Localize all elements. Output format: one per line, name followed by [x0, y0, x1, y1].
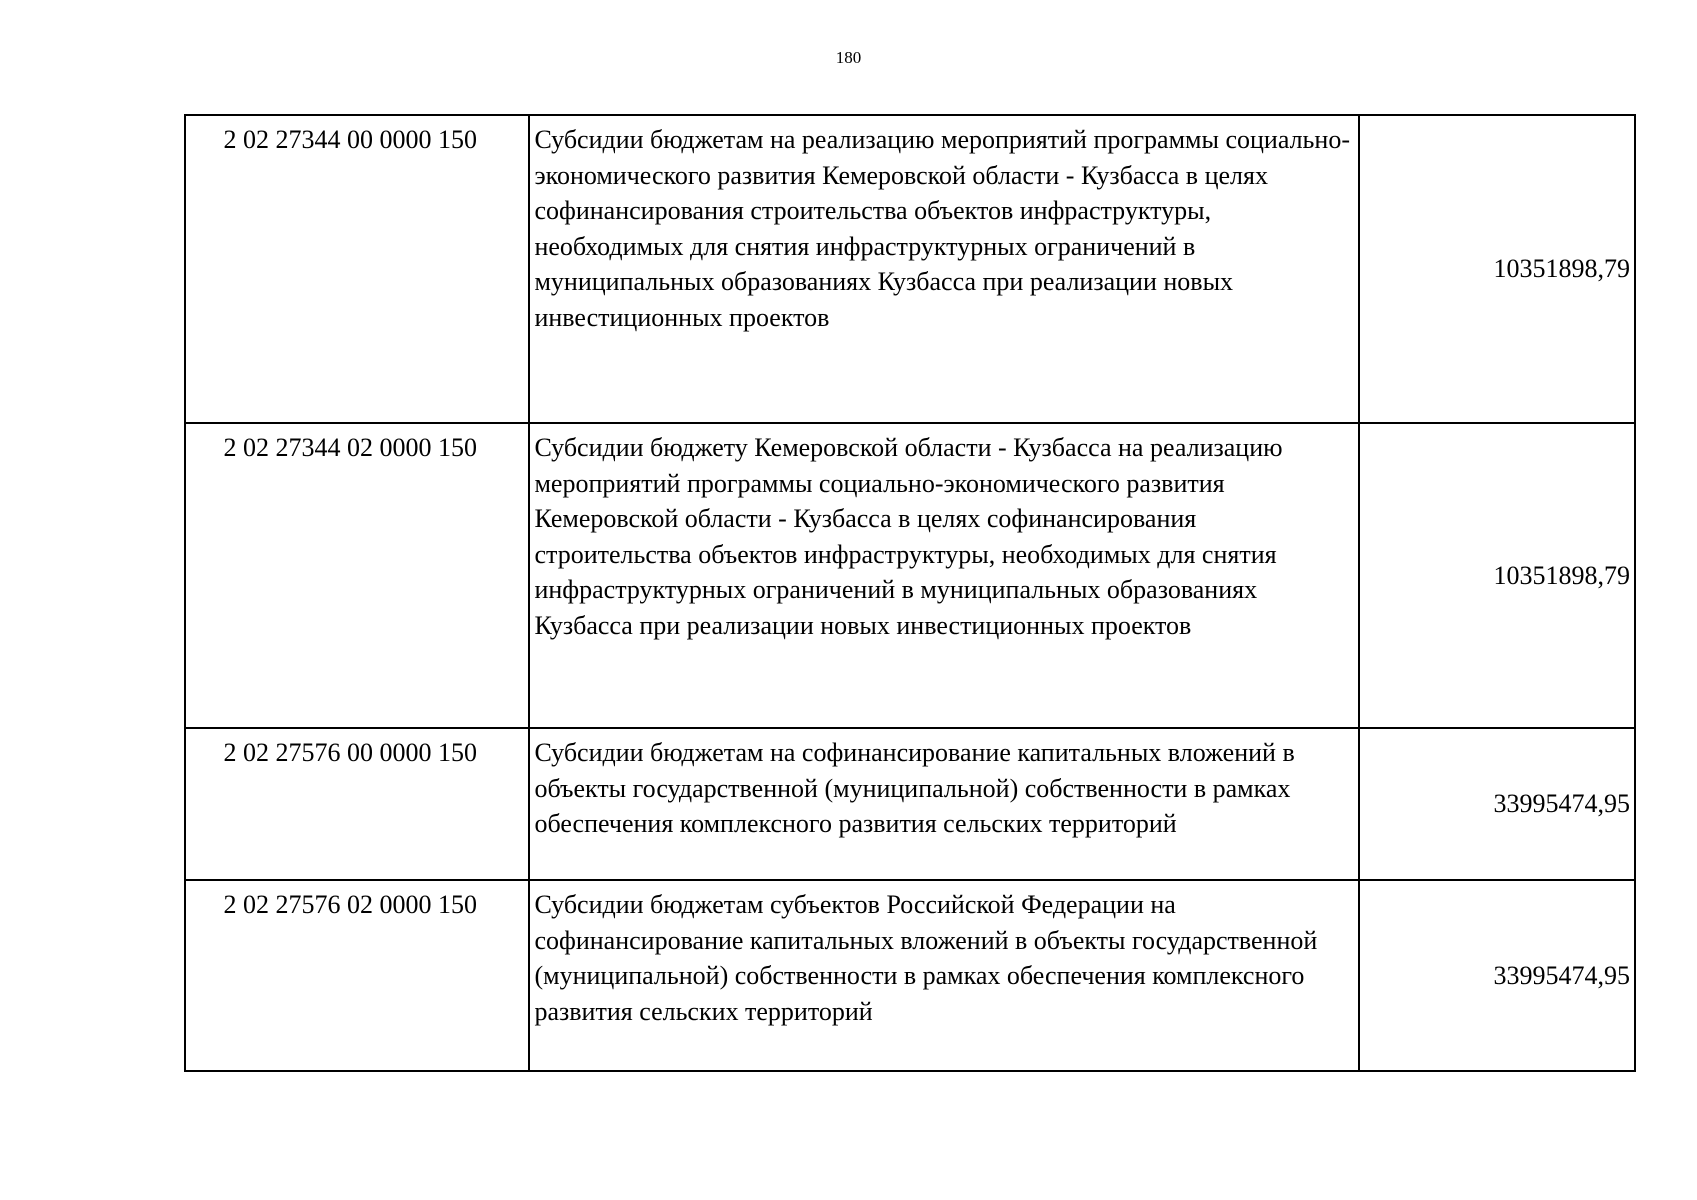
- revenue-description: Субсидии бюджетам на софинансирование капитальных вложений в объекты государственной (муниципальной) собственности в рамках обеспечения комплексного развития сельских территорий: [529, 728, 1358, 880]
- amount-value: 33995474,95: [1359, 728, 1635, 880]
- revenue-description: Субсидии бюджету Кемеровской области - Кузбасса на реализацию мероприятий программы социально-экономического развития Кемеровской области - Кузбасса в целях софинансирования строительства объектов инфраструктуры, необходимых для снятия инфраструктурных ограничений в муниципальных образованиях Кузбасса при реализации новых инвестиционных проектов: [529, 423, 1358, 728]
- budget-classification-code: 2 02 27344 00 0000 150: [185, 115, 529, 423]
- budget-classification-code: 2 02 27344 02 0000 150: [185, 423, 529, 728]
- page-number: 180: [835, 48, 862, 67]
- table-row: [185, 423, 1635, 728]
- budget-revenue-table: [184, 114, 1636, 1072]
- table-row: [185, 115, 1635, 423]
- amount-value: 10351898,79: [1359, 115, 1635, 423]
- revenue-description: Субсидии бюджетам субъектов Российской Федерации на софинансирование капитальных вложений в объекты государственной (муниципальной) собственности в рамках обеспечения комплексного развития сельских территорий: [529, 880, 1358, 1071]
- amount-value: 10351898,79: [1359, 423, 1635, 728]
- revenue-description: Субсидии бюджетам на реализацию мероприятий программы социально-экономического развития Кемеровской области - Кузбасса в целях софинансирования строительства объектов инфраструктуры, необходимых для снятия инфраструктурных ограничений в муниципальных образованиях Кузбасса при реализации новых инвестиционных проектов: [529, 115, 1358, 423]
- table-row: [185, 728, 1635, 880]
- amount-value: 33995474,95: [1359, 880, 1635, 1071]
- table-row: [185, 880, 1635, 1071]
- budget-classification-code: 2 02 27576 02 0000 150: [185, 880, 529, 1071]
- budget-classification-code: 2 02 27576 00 0000 150: [185, 728, 529, 880]
